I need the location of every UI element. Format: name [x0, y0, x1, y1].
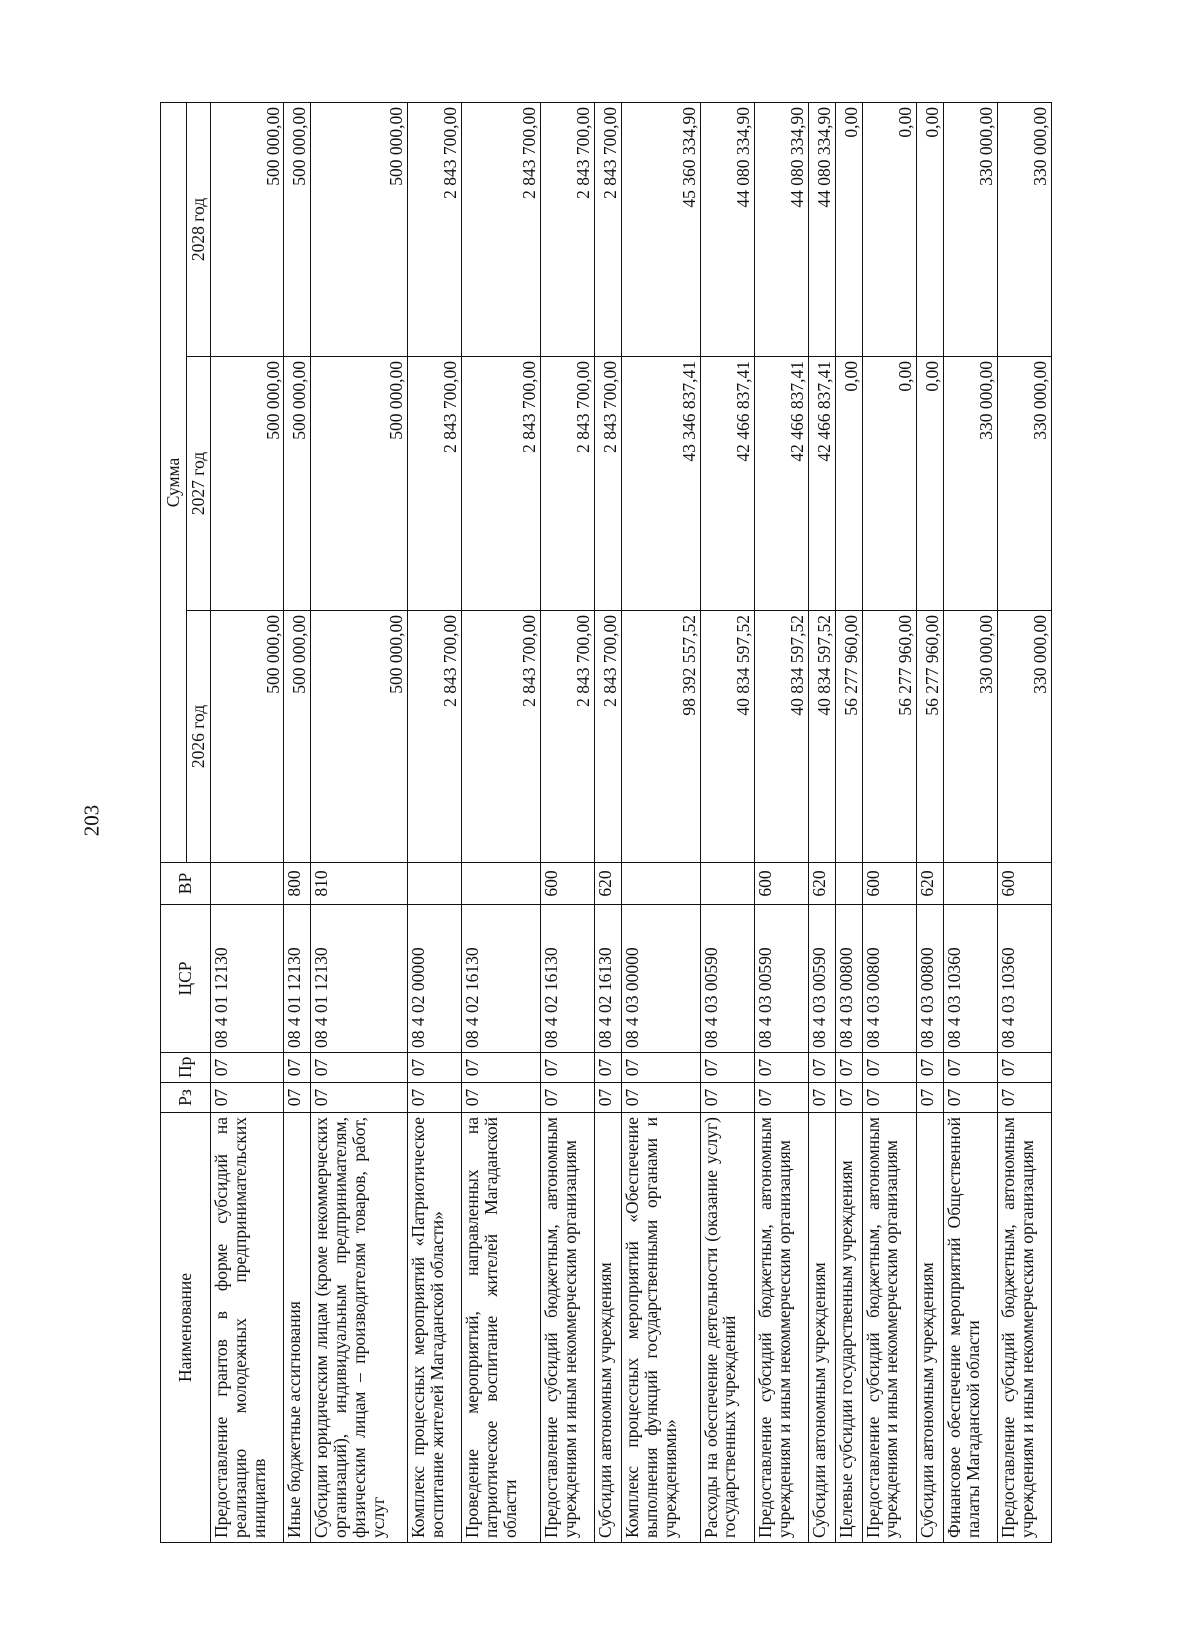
row-rz-cell: 07	[540, 1083, 594, 1113]
row-name-cell: Субсидии автономным учреждениям	[808, 1113, 835, 1543]
row-csr-cell: 08 4 01 12130	[211, 905, 284, 1053]
row-pr-cell: 07	[862, 1053, 916, 1083]
row-sum-2027-cell: 2 843 700,00	[540, 357, 594, 611]
row-sum-2028-cell: 44 080 334,90	[700, 102, 754, 356]
row-sum-2027-cell: 500 000,00	[211, 357, 284, 611]
row-csr-cell: 08 4 03 10360	[943, 905, 997, 1053]
row-name-cell: Предоставление субсидий бюджетным, автономным учреждениям и иным некоммерческим организациям	[862, 1113, 916, 1543]
row-rz-cell: 07	[211, 1083, 284, 1113]
row-csr-cell: 08 4 03 00590	[808, 905, 835, 1053]
row-rz-cell: 07	[835, 1083, 862, 1113]
row-sum-2027-cell: 2 843 700,00	[462, 357, 541, 611]
row-sum-2026-cell: 330 000,00	[997, 611, 1051, 863]
row-pr-cell: 07	[997, 1053, 1051, 1083]
row-rz-cell: 07	[284, 1083, 311, 1113]
row-name-cell: Предоставление субсидий бюджетным, автономным учреждениям и иным некоммерческим организациям	[997, 1113, 1051, 1543]
table-row	[997, 102, 1051, 1542]
row-pr-cell: 07	[462, 1053, 541, 1083]
row-rz-cell: 07	[943, 1083, 997, 1113]
table-row	[943, 102, 997, 1542]
row-name-cell: Предоставление грантов в форме субсидий на реализацию молодежных предпринимательских инициатив	[211, 1113, 284, 1543]
row-sum-2028-cell: 44 080 334,90	[808, 102, 835, 356]
row-vr-cell	[943, 863, 997, 905]
row-csr-cell: 08 4 03 00800	[862, 905, 916, 1053]
row-rz-cell: 07	[462, 1083, 541, 1113]
row-pr-cell: 07	[594, 1053, 621, 1083]
row-name-cell: Субсидии автономным учреждениям	[916, 1113, 943, 1543]
row-sum-2027-cell: 0,00	[916, 357, 943, 611]
row-vr-cell: 600	[862, 863, 916, 905]
rotated-table-wrapper	[160, 103, 1052, 1543]
row-vr-cell	[835, 863, 862, 905]
row-sum-2026-cell: 330 000,00	[943, 611, 997, 863]
table-row	[594, 102, 621, 1542]
row-vr-cell	[700, 863, 754, 905]
row-rz-cell: 07	[808, 1083, 835, 1113]
row-sum-2027-cell: 0,00	[862, 357, 916, 611]
row-rz-cell: 07	[594, 1083, 621, 1113]
row-sum-2027-cell: 42 466 837,41	[754, 357, 808, 611]
row-pr-cell: 07	[808, 1053, 835, 1083]
row-sum-2026-cell: 2 843 700,00	[462, 611, 541, 863]
table-row	[754, 102, 808, 1542]
header-name: Наименование	[161, 1113, 211, 1543]
row-pr-cell: 07	[754, 1053, 808, 1083]
row-sum-2026-cell: 2 843 700,00	[540, 611, 594, 863]
row-sum-2027-cell: 0,00	[835, 357, 862, 611]
table-row	[311, 102, 408, 1542]
table-row	[700, 102, 754, 1542]
row-sum-2027-cell: 330 000,00	[997, 357, 1051, 611]
row-vr-cell: 600	[540, 863, 594, 905]
row-sum-2028-cell: 0,00	[862, 102, 916, 356]
row-pr-cell: 07	[621, 1053, 700, 1083]
row-name-cell: Комплекс процессных мероприятий «Обеспечение выполнения функций государственными органами и учреждениями»	[621, 1113, 700, 1543]
row-sum-2026-cell: 56 277 960,00	[862, 611, 916, 863]
header-2026: 2026 год	[187, 611, 211, 863]
table-row	[540, 102, 594, 1542]
row-vr-cell: 620	[594, 863, 621, 905]
table-row	[835, 102, 862, 1542]
row-rz-cell: 07	[700, 1083, 754, 1113]
header-2028: 2028 год	[187, 102, 211, 356]
row-sum-2026-cell: 2 843 700,00	[407, 611, 461, 863]
row-rz-cell: 07	[754, 1083, 808, 1113]
row-vr-cell	[407, 863, 461, 905]
row-vr-cell	[211, 863, 284, 905]
row-sum-2027-cell: 330 000,00	[943, 357, 997, 611]
row-vr-cell: 620	[808, 863, 835, 905]
table-row	[462, 102, 541, 1542]
row-csr-cell: 08 4 03 00800	[916, 905, 943, 1053]
row-sum-2028-cell: 45 360 334,90	[621, 102, 700, 356]
table-row	[862, 102, 916, 1542]
row-csr-cell: 08 4 03 00000	[621, 905, 700, 1053]
row-sum-2026-cell: 500 000,00	[211, 611, 284, 863]
table-row	[621, 102, 700, 1542]
row-csr-cell: 08 4 02 16130	[594, 905, 621, 1053]
row-pr-cell: 07	[943, 1053, 997, 1083]
row-rz-cell: 07	[997, 1083, 1051, 1113]
header-csr: ЦСР	[161, 905, 211, 1053]
header-vr: ВР	[161, 863, 211, 905]
header-row-top	[161, 102, 187, 1542]
row-name-cell: Финансовое обеспечение мероприятий Общественной палаты Магаданской области	[943, 1113, 997, 1543]
row-sum-2028-cell: 330 000,00	[943, 102, 997, 356]
row-rz-cell: 07	[407, 1083, 461, 1113]
row-csr-cell: 08 4 03 00590	[700, 905, 754, 1053]
row-sum-2028-cell: 44 080 334,90	[754, 102, 808, 356]
row-sum-2027-cell: 42 466 837,41	[700, 357, 754, 611]
header-pr: Пр	[161, 1053, 211, 1083]
table-row	[808, 102, 835, 1542]
row-sum-2027-cell: 2 843 700,00	[594, 357, 621, 611]
row-sum-2028-cell: 0,00	[916, 102, 943, 356]
row-rz-cell: 07	[916, 1083, 943, 1113]
row-sum-2028-cell: 500 000,00	[284, 102, 311, 356]
row-csr-cell: 08 4 02 00000	[407, 905, 461, 1053]
row-csr-cell: 08 4 02 16130	[462, 905, 541, 1053]
row-pr-cell: 07	[311, 1053, 408, 1083]
row-sum-2026-cell: 98 392 557,52	[621, 611, 700, 863]
row-vr-cell	[462, 863, 541, 905]
row-csr-cell: 08 4 03 00590	[754, 905, 808, 1053]
row-sum-2026-cell: 500 000,00	[284, 611, 311, 863]
row-sum-2028-cell: 500 000,00	[311, 102, 408, 356]
row-csr-cell: 08 4 02 16130	[540, 905, 594, 1053]
row-name-cell: Иные бюджетные ассигнования	[284, 1113, 311, 1543]
row-sum-2026-cell: 56 277 960,00	[835, 611, 862, 863]
row-pr-cell: 07	[284, 1053, 311, 1083]
table-body	[211, 102, 1052, 1542]
row-name-cell: Предоставление субсидий бюджетным, автономным учреждениям и иным некоммерческим организациям	[540, 1113, 594, 1543]
row-sum-2026-cell: 500 000,00	[311, 611, 408, 863]
row-vr-cell: 600	[754, 863, 808, 905]
table-row	[211, 102, 284, 1542]
row-sum-2027-cell: 43 346 837,41	[621, 357, 700, 611]
row-sum-2028-cell: 500 000,00	[211, 102, 284, 356]
page-number: 203	[79, 804, 104, 837]
row-csr-cell: 08 4 03 00800	[835, 905, 862, 1053]
row-sum-2028-cell: 2 843 700,00	[407, 102, 461, 356]
row-sum-2026-cell: 40 834 597,52	[808, 611, 835, 863]
row-vr-cell: 810	[311, 863, 408, 905]
row-vr-cell: 620	[916, 863, 943, 905]
row-sum-2028-cell: 2 843 700,00	[594, 102, 621, 356]
row-vr-cell: 600	[997, 863, 1051, 905]
row-sum-2027-cell: 500 000,00	[284, 357, 311, 611]
row-sum-2028-cell: 2 843 700,00	[462, 102, 541, 356]
row-sum-2026-cell: 56 277 960,00	[916, 611, 943, 863]
row-csr-cell: 08 4 01 12130	[311, 905, 408, 1053]
row-sum-2027-cell: 42 466 837,41	[808, 357, 835, 611]
row-sum-2026-cell: 2 843 700,00	[594, 611, 621, 863]
row-pr-cell: 07	[835, 1053, 862, 1083]
row-sum-2028-cell: 0,00	[835, 102, 862, 356]
row-name-cell: Субсидии юридическим лицам (кроме некоммерческих организаций), индивидуальным предпринимателям, физическим лицам – производителям товаров, работ, услуг	[311, 1113, 408, 1543]
row-pr-cell: 07	[211, 1053, 284, 1083]
row-name-cell: Предоставление субсидий бюджетным, автономным учреждениям и иным некоммерческим организациям	[754, 1113, 808, 1543]
row-pr-cell: 07	[700, 1053, 754, 1083]
row-name-cell: Комплекс процессных мероприятий «Патриотическое воспитание жителей Магаданской области»	[407, 1113, 461, 1543]
header-sum: Сумма	[161, 102, 187, 862]
table-row	[284, 102, 311, 1542]
row-sum-2028-cell: 330 000,00	[997, 102, 1051, 356]
row-name-cell: Проведение мероприятий, направленных на патриотическое воспитание жителей Магаданской области	[462, 1113, 541, 1543]
row-csr-cell: 08 4 03 10360	[997, 905, 1051, 1053]
row-sum-2028-cell: 2 843 700,00	[540, 102, 594, 356]
row-rz-cell: 07	[311, 1083, 408, 1113]
row-name-cell: Расходы на обеспечение деятельности (оказание услуг) государственных учреждений	[700, 1113, 754, 1543]
row-name-cell: Субсидии автономным учреждениям	[594, 1113, 621, 1543]
row-rz-cell: 07	[621, 1083, 700, 1113]
budget-table	[160, 102, 1052, 1543]
row-csr-cell: 08 4 01 12130	[284, 905, 311, 1053]
table-row	[407, 102, 461, 1542]
header-rz: Рз	[161, 1083, 211, 1113]
table-row	[916, 102, 943, 1542]
row-name-cell: Целевые субсидии государственным учреждениям	[835, 1113, 862, 1543]
row-pr-cell: 07	[916, 1053, 943, 1083]
row-vr-cell	[621, 863, 700, 905]
row-sum-2027-cell: 500 000,00	[311, 357, 408, 611]
row-sum-2027-cell: 2 843 700,00	[407, 357, 461, 611]
row-pr-cell: 07	[540, 1053, 594, 1083]
row-pr-cell: 07	[407, 1053, 461, 1083]
row-vr-cell: 800	[284, 863, 311, 905]
header-2027: 2027 год	[187, 357, 211, 611]
row-sum-2026-cell: 40 834 597,52	[700, 611, 754, 863]
row-sum-2026-cell: 40 834 597,52	[754, 611, 808, 863]
row-rz-cell: 07	[862, 1083, 916, 1113]
